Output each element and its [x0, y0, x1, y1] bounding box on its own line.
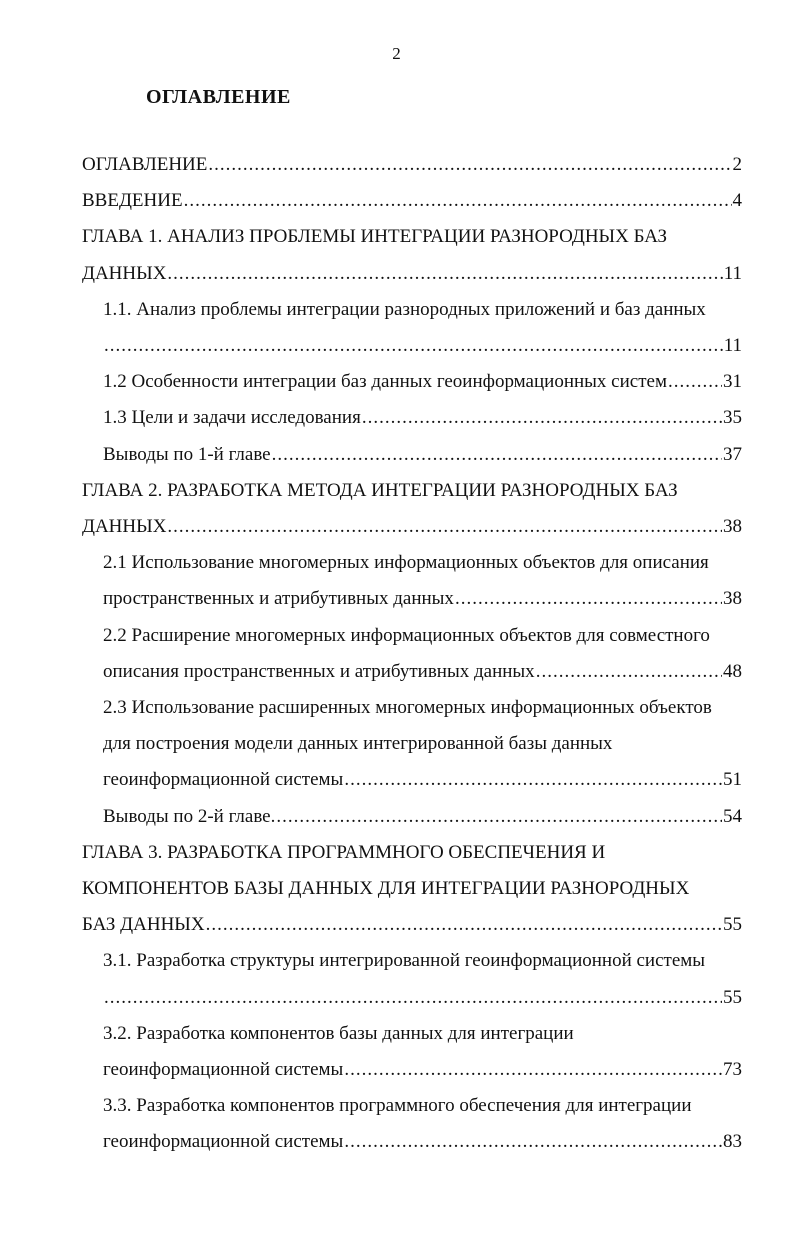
toc-entry[interactable]	[82, 364, 742, 400]
toc-entry-title-line: ГЛАВА 2. РАЗРАБОТКА МЕТОДА ИНТЕГРАЦИИ РАЗНОРОДНЫХ БАЗ	[82, 479, 678, 501]
toc-heading: ОГЛАВЛЕНИЕ	[146, 86, 291, 108]
toc-entry-title-line: 3.2. Разработка компонентов базы данных для интеграции	[103, 1022, 574, 1044]
toc-entry-page-number: 4	[732, 190, 742, 212]
page-number: 2	[392, 44, 401, 63]
toc-entry-title-line: 1.1. Анализ проблемы интеграции разнородных приложений и баз данных	[103, 298, 706, 320]
dot-leader	[276, 799, 722, 835]
toc-entry-page-number: 37	[723, 443, 742, 465]
dot-leader	[344, 1124, 722, 1160]
toc-entry-title: ОГЛАВЛЕНИЕ	[82, 154, 208, 175]
toc-entry-leader-line	[103, 1052, 742, 1088]
dot-leader	[536, 654, 722, 690]
toc-entry-leader-line	[103, 654, 742, 690]
toc-entry[interactable]	[82, 292, 742, 364]
toc-entry-page-number: 48	[723, 660, 742, 682]
toc-entry-page-number: 11	[723, 335, 742, 357]
toc-entry-leader-line	[103, 364, 742, 400]
toc-entry[interactable]	[82, 1088, 742, 1160]
toc-entry-leader-line	[103, 581, 742, 617]
toc-entry-title: ДАННЫХ	[82, 516, 167, 538]
dot-leader	[167, 509, 722, 545]
toc-entry-title-line: КОМПОНЕНТОВ БАЗЫ ДАННЫХ ДЛЯ ИНТЕГРАЦИИ РАЗНОРОДНЫХ	[82, 878, 690, 900]
toc-entry-leader-line	[103, 762, 742, 798]
dot-leader	[167, 256, 722, 292]
dot-leader	[206, 907, 722, 943]
dot-leader	[272, 437, 722, 473]
toc-entry-leader-line	[82, 256, 742, 292]
toc-entry-title: 1.3 Цели и задачи исследования	[103, 407, 361, 429]
dot-leader	[344, 1052, 722, 1088]
toc-entry-leader-line	[103, 980, 742, 1016]
toc-entry[interactable]	[82, 799, 742, 835]
toc-entry-title-line: 3.3. Разработка компонентов программного обеспечения для интеграции	[103, 1095, 692, 1117]
toc-entry-title: ДАННЫХ	[82, 262, 167, 284]
toc-entry-title-line: 2.2 Расширение многомерных информационных объектов для совместного	[103, 624, 710, 646]
toc-entry-leader-line	[82, 907, 742, 943]
toc-entry-page-number: 31	[723, 371, 742, 393]
toc-entry[interactable]	[82, 147, 742, 183]
toc-entry-title: Выводы по 1-й главе	[103, 443, 271, 465]
toc-entry-leader-line	[103, 400, 742, 436]
toc-entry-leader-line	[82, 147, 742, 183]
toc-entry-title-line: 3.1. Разработка структуры интегрированной геоинформационной системы	[103, 950, 706, 972]
dot-leader	[362, 400, 722, 436]
toc-entry-page-number: 2	[732, 154, 742, 175]
dot-leader	[208, 147, 731, 183]
dot-leader	[104, 328, 723, 364]
toc-entry[interactable]	[82, 473, 742, 545]
toc-entry-leader-line	[103, 799, 742, 835]
toc-entry-page-number: 54	[723, 805, 742, 827]
toc-entry-page-number: 51	[723, 769, 742, 791]
toc-entry[interactable]	[82, 690, 742, 799]
toc-entry-title-line: для построения модели данных интегрированной базы данных	[103, 733, 613, 755]
dot-leader	[668, 364, 722, 400]
toc-entry-leader-line	[82, 183, 742, 219]
toc-entry-page-number: 73	[723, 1059, 742, 1081]
toc-entry-title-line: 2.1 Использование многомерных информационных объектов для описания	[103, 552, 709, 574]
toc-entry-leader-line	[103, 328, 742, 364]
toc-entry-title: ВВЕДЕНИЕ	[82, 190, 183, 212]
toc-entry[interactable]	[82, 1016, 742, 1088]
toc-entry-title: БАЗ ДАННЫХ	[82, 914, 205, 936]
toc-entry-page-number: 38	[723, 516, 742, 538]
toc-entry-leader-line	[103, 437, 742, 473]
toc-entry-page-number: 83	[723, 1131, 742, 1153]
toc-entry-title: описания пространственных и атрибутивных данных	[103, 660, 535, 682]
dot-leader	[455, 581, 722, 617]
dot-leader	[104, 980, 722, 1016]
toc-entry[interactable]	[82, 183, 742, 219]
toc-entry-title-line: ГЛАВА 3. РАЗРАБОТКА ПРОГРАММНОГО ОБЕСПЕЧЕНИЯ И	[82, 841, 606, 863]
toc-entry-title: геоинформационной системы	[103, 769, 344, 791]
toc-entry[interactable]	[82, 545, 742, 617]
toc-entry-page-number: 38	[723, 588, 742, 610]
toc-entry-title-line: ГЛАВА 1. АНАЛИЗ ПРОБЛЕМЫ ИНТЕГРАЦИИ РАЗНОРОДНЫХ БАЗ	[82, 226, 668, 248]
dot-leader	[344, 762, 722, 798]
toc-entry-leader-line	[82, 509, 742, 545]
table-of-contents	[82, 147, 742, 1161]
toc-entry-leader-line	[103, 1124, 742, 1160]
toc-entry-page-number: 55	[723, 986, 742, 1008]
toc-entry-title: 1.2 Особенности интеграции баз данных геоинформационных систем	[103, 371, 667, 393]
toc-entry[interactable]	[82, 618, 742, 690]
toc-entry-page-number: 11	[723, 262, 742, 284]
toc-entry[interactable]	[82, 400, 742, 436]
toc-entry[interactable]	[82, 437, 742, 473]
toc-entry-title-line: 2.3 Использование расширенных многомерных информационных объектов	[103, 697, 712, 719]
toc-entry-title: геоинформационной системы	[103, 1131, 344, 1153]
toc-entry-title: пространственных и атрибутивных данных	[103, 588, 454, 610]
dot-leader	[184, 183, 732, 219]
toc-entry[interactable]	[82, 219, 742, 291]
toc-entry-page-number: 55	[723, 914, 742, 936]
toc-entry[interactable]	[82, 835, 742, 944]
toc-entry-title: геоинформационной системы	[103, 1059, 344, 1081]
toc-entry-page-number: 35	[723, 407, 742, 429]
toc-entry[interactable]	[82, 943, 742, 1015]
toc-entry-title: Выводы по 2-й главе.	[103, 805, 276, 827]
